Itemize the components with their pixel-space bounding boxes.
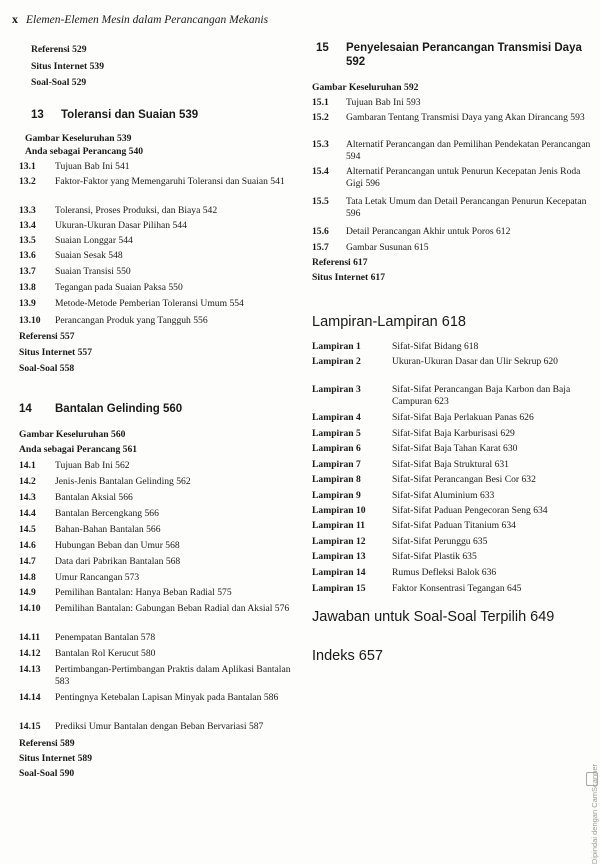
toc-entry-13-10-number: 13.10: [19, 315, 41, 326]
appendix-label-12: Lampiran 12: [312, 536, 366, 547]
appendix-entry-9: Sifat-Sifat Aluminium 633: [392, 490, 495, 501]
chapter-14-designer: Anda sebagai Perancang 561: [19, 444, 138, 455]
toc-entry-15-3-number: 15.3: [312, 139, 329, 150]
toc-entry-15-4: Alternatif Perancangan untuk Penurun Kecepatan Jenis Roda Gigi 596: [346, 166, 581, 190]
appendix-label-3: Lampiran 3: [312, 384, 361, 395]
toc-entry-15-4-number: 15.4: [312, 166, 329, 177]
appendix-entry-5: Sifat-Sifat Baja Karburisasi 629: [392, 428, 515, 439]
chapter-14-ref: Soal-Soal 590: [19, 768, 75, 779]
chapter-14-overview: Gambar Keseluruhan 560: [19, 429, 126, 440]
toc-entry-15-2: Gambaran Tentang Transmisi Daya yang Akan Dirancang 593: [346, 112, 585, 123]
appendix-label-7: Lampiran 7: [312, 459, 361, 470]
appendix-label-14: Lampiran 14: [312, 567, 366, 578]
chapter-13-ref: Soal-Soal 558: [19, 363, 75, 374]
toc-entry-14-8-number: 14.8: [19, 572, 36, 583]
toc-entry-14-7-number: 14.7: [19, 556, 36, 567]
toc-entry-13-8: Tegangan pada Suaian Paksa 550: [55, 282, 183, 293]
toc-entry-15-5: Tata Letak Umum dan Detail Perancangan Penurun Kecepatan 596: [346, 196, 587, 220]
toc-entry-13-5: Suaian Longgar 544: [55, 235, 133, 246]
toc-entry-14-2: Jenis-Jenis Bantalan Gelinding 562: [55, 476, 191, 487]
appendix-label-5: Lampiran 5: [312, 428, 361, 439]
toc-entry-14-2-number: 14.2: [19, 476, 36, 487]
chapter-13-ref: Referensi 557: [19, 331, 75, 342]
appendix-entry-13: Sifat-Sifat Plastik 635: [392, 551, 477, 562]
toc-entry-13-6: Suaian Sesak 548: [55, 250, 123, 261]
toc-entry-14-15-number: 14.15: [19, 721, 41, 732]
appendix-entry-12: Sifat-Sifat Perunggu 635: [392, 536, 488, 547]
toc-entry-14-10-number: 14.10: [19, 603, 41, 614]
chapter-13-heading-number: 13: [31, 109, 44, 121]
appendix-label-6: Lampiran 6: [312, 443, 361, 454]
toc-entry-14-8: Umur Rancangan 573: [55, 572, 140, 583]
toc-entry-13-5-number: 13.5: [19, 235, 36, 246]
appendix-entry-7: Sifat-Sifat Baja Struktural 631: [392, 459, 509, 470]
toc-entry-14-9-number: 14.9: [19, 587, 36, 598]
toc-entry-14-15: Prediksi Umur Bantalan dengan Beban Bervariasi 587: [55, 721, 264, 732]
appendix-label-4: Lampiran 4: [312, 412, 361, 423]
appendix-entry-2: Ukuran-Ukuran Dasar dan Ulir Sekrup 620: [392, 356, 558, 367]
chapter-15-ref: Situs Internet 617: [312, 272, 386, 283]
toc-entry-13-4-number: 13.4: [19, 220, 36, 231]
appendix-entry-10: Sifat-Sifat Paduan Pengecoran Seng 634: [392, 505, 548, 516]
toc-entry-15-1: Tujuan Bab Ini 593: [346, 97, 421, 108]
toc-entry-13-7-number: 13.7: [19, 266, 36, 277]
chapter-14-ref: Situs Internet 589: [19, 753, 93, 764]
toc-entry-13-3: Toleransi, Proses Produksi, dan Biaya 542: [55, 205, 218, 216]
toc-entry-14-13: Pertimbangan-Pertimbangan Praktis dalam Aplikasi Bantalan 583: [55, 664, 291, 688]
chapter-13-designer: Anda sebagai Perancang 540: [25, 146, 144, 157]
index-heading: Indeks 657: [312, 648, 383, 664]
toc-entry-14-5-number: 14.5: [19, 524, 36, 535]
appendix-entry-11: Sifat-Sifat Paduan Titanium 634: [392, 520, 516, 531]
book-title: Elemen-Elemen Mesin dalam Perancangan Mekanis: [26, 14, 269, 26]
toc-entry-15-5-number: 15.5: [312, 196, 329, 207]
chapter-15-heading: [316, 41, 586, 71]
toc-entry-14-12: Bantalan Rol Kerucut 580: [55, 648, 156, 659]
chapter-14-ref: Referensi 589: [19, 738, 75, 749]
toc-entry-14-1-number: 14.1: [19, 460, 36, 471]
toc-entry-14-11: Penempatan Bantalan 578: [55, 632, 156, 643]
toc-entry-15-7-number: 15.7: [312, 242, 329, 253]
toc-entry-13-4: Ukuran-Ukuran Dasar Pilihan 544: [55, 220, 187, 231]
appendix-label-9: Lampiran 9: [312, 490, 361, 501]
toc-entry-15-3: Alternatif Perancangan dan Pemilihan Pendekatan Perancangan 594: [346, 139, 591, 163]
toc-entry-14-3: Bantalan Aksial 566: [55, 492, 133, 503]
chapter-15-heading-title: Penyelesaian Perancangan Transmisi Daya 592: [346, 42, 582, 68]
appendix-entry-1: Sifat-Sifat Bidang 618: [392, 341, 479, 352]
chapter-15-heading-number: 15: [316, 42, 329, 54]
chapter-15-overview: Gambar Keseluruhan 592: [312, 82, 419, 93]
chapter-13-heading-title: Toleransi dan Suaian 539: [61, 109, 199, 121]
toc-entry-14-9: Pemilihan Bantalan: Hanya Beban Radial 575: [55, 587, 232, 598]
appendix-label-15: Lampiran 15: [312, 583, 366, 594]
appendix-entry-6: Sifat-Sifat Baja Tahan Karat 630: [392, 443, 518, 454]
appendix-label-2: Lampiran 2: [312, 356, 361, 367]
toc-entry-15-2-number: 15.2: [312, 112, 329, 123]
chapter-13-ref: Situs Internet 557: [19, 347, 93, 358]
toc-entry-14-13-number: 14.13: [19, 664, 41, 675]
appendix-entry-8: Sifat-Sifat Perancangan Besi Cor 632: [392, 474, 536, 485]
appendix-heading: Lampiran-Lampiran 618: [312, 314, 466, 330]
toc-entry-14-6-number: 14.6: [19, 540, 36, 551]
toc-entry-13-10: Perancangan Produk yang Tangguh 556: [55, 315, 208, 326]
toc-entry-14-11-number: 14.11: [19, 632, 41, 643]
toc-entry-13-2: Faktor-Faktor yang Memengaruhi Toleransi dan Suaian 541: [55, 176, 285, 187]
toc-entry-13-8-number: 13.8: [19, 282, 36, 293]
toc-entry-13-7: Suaian Transisi 550: [55, 266, 131, 277]
page-number-marker: x: [12, 12, 18, 26]
chapter-14-heading: [19, 402, 289, 432]
toc-entry-15-6: Detail Perancangan Akhir untuk Poros 612: [346, 226, 511, 237]
chapter-14-heading-number: 14: [19, 403, 32, 415]
toc-entry-14-10: Pemilihan Bantalan: Gabungan Beban Radial dan Aksial 576: [55, 603, 290, 614]
toc-entry-14-4-number: 14.4: [19, 508, 36, 519]
toc-entry-13-3-number: 13.3: [19, 205, 36, 216]
scanner-watermark: Dipindai dengan CamScanner: [590, 764, 599, 864]
toc-entry-14-14-number: 14.14: [19, 692, 41, 703]
toc-entry-13-6-number: 13.6: [19, 250, 36, 261]
appendix-label-13: Lampiran 13: [312, 551, 366, 562]
toc-entry-14-6: Hubungan Beban dan Umur 568: [55, 540, 180, 551]
appendix-label-11: Lampiran 11: [312, 520, 366, 531]
running-header: [12, 12, 268, 27]
appendix-entry-3: Sifat-Sifat Perancangan Baja Karbon dan Baja Campuran 623: [392, 384, 571, 408]
toc-entry-14-14: Pentingnya Ketebalan Lapisan Minyak pada Bantalan 586: [55, 692, 279, 703]
toc-entry-14-3-number: 14.3: [19, 492, 36, 503]
appendix-label-1: Lampiran 1: [312, 341, 361, 352]
toc-entry-13-9-number: 13.9: [19, 298, 36, 309]
toc-entry-13-1: Tujuan Bab Ini 541: [55, 161, 130, 172]
chapter-14-heading-title: Bantalan Gelinding 560: [55, 403, 183, 415]
chapter-13-overview: Gambar Keseluruhan 539: [25, 133, 132, 144]
reference-line: Situs Internet 539: [31, 61, 105, 72]
toc-entry-13-2-number: 13.2: [19, 176, 36, 187]
appendix-entry-4: Sifat-Sifat Baja Perlakuan Panas 626: [392, 412, 534, 423]
toc-entry-13-1-number: 13.1: [19, 161, 36, 172]
toc-entry-15-7: Gambar Susunan 615: [346, 242, 429, 253]
appendix-entry-15: Faktor Konsentrasi Tegangan 645: [392, 583, 522, 594]
toc-entry-14-1: Tujuan Bab Ini 562: [55, 460, 130, 471]
toc-entry-14-5: Bahan-Bahan Bantalan 566: [55, 524, 161, 535]
appendix-entry-14: Rumus Defleksi Balok 636: [392, 567, 497, 578]
toc-entry-15-1-number: 15.1: [312, 97, 329, 108]
appendix-label-10: Lampiran 10: [312, 505, 366, 516]
toc-entry-13-9: Metode-Metode Pemberian Toleransi Umum 554: [55, 298, 244, 309]
toc-entry-15-6-number: 15.6: [312, 226, 329, 237]
reference-line: Soal-Soal 529: [31, 77, 87, 88]
toc-entry-14-12-number: 14.12: [19, 648, 41, 659]
toc-entry-14-7: Data dari Pabrikan Bantalan 568: [55, 556, 181, 567]
toc-entry-14-4: Bantalan Bercengkang 566: [55, 508, 159, 519]
answers-heading: Jawaban untuk Soal-Soal Terpilih 649: [312, 609, 555, 625]
chapter-15-ref: Referensi 617: [312, 257, 368, 268]
appendix-label-8: Lampiran 8: [312, 474, 361, 485]
reference-line: Referensi 529: [31, 44, 87, 55]
